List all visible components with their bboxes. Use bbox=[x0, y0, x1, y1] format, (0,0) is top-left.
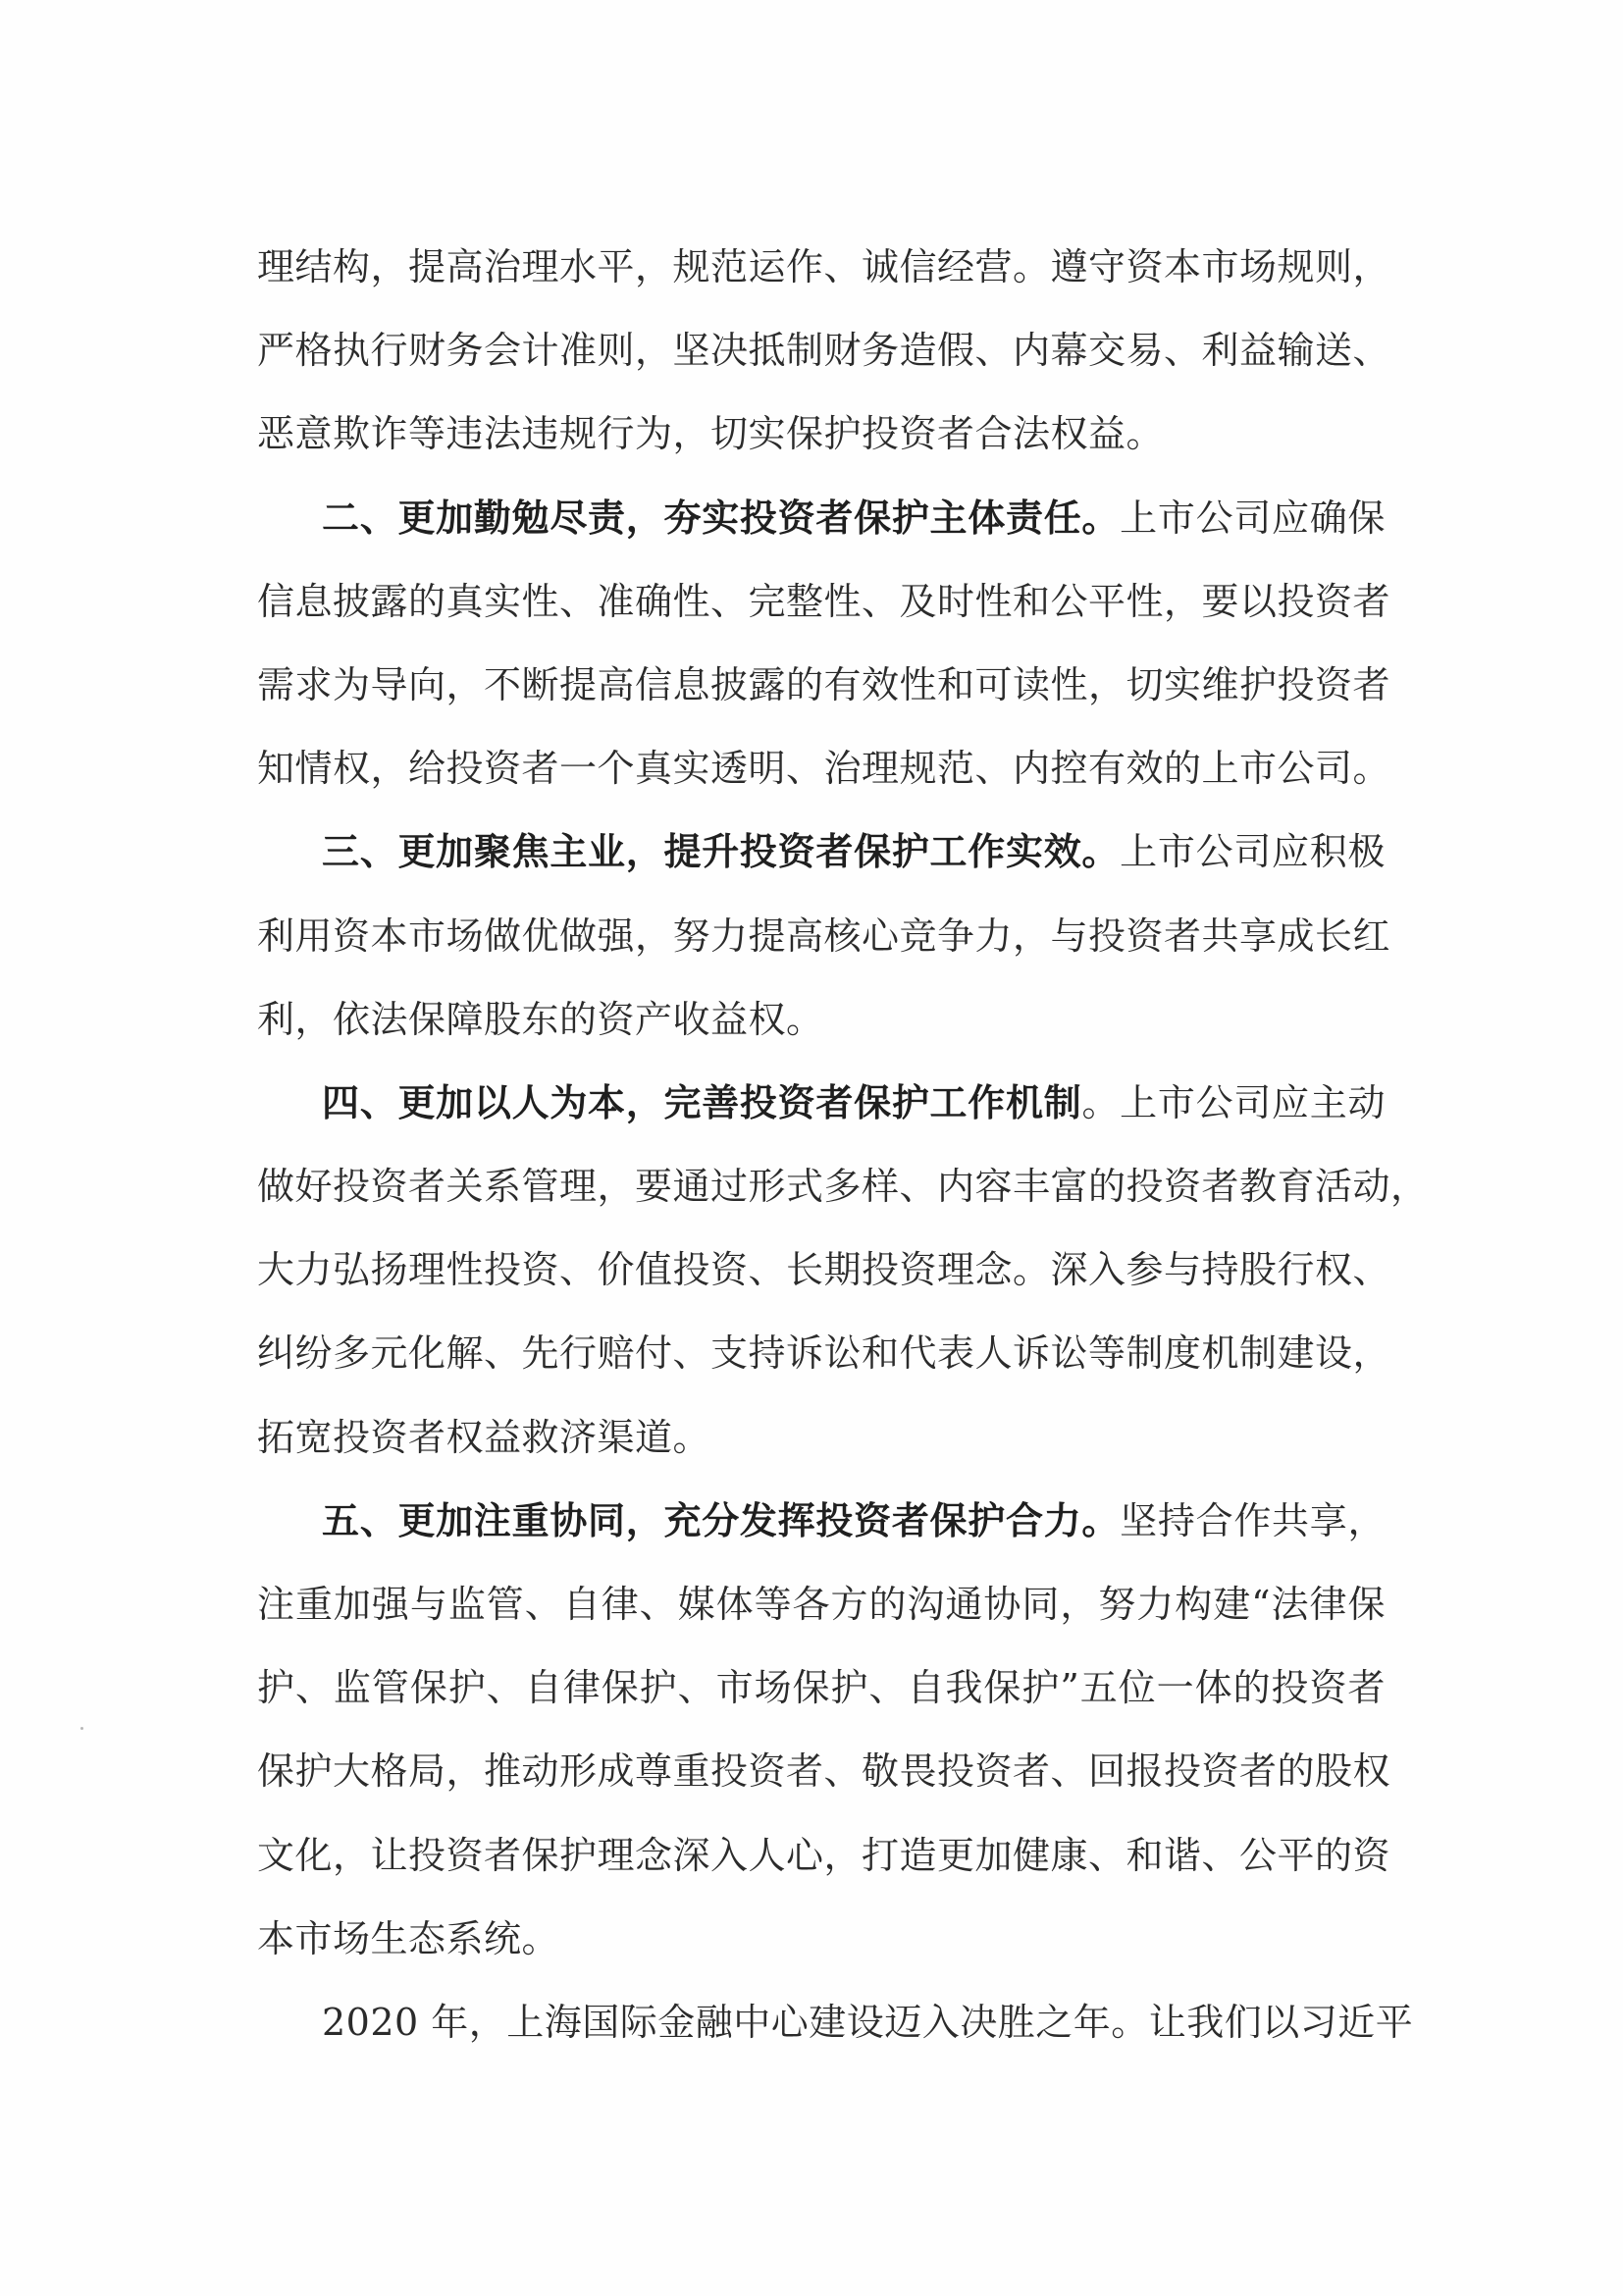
text-line: 理结构，提高治理水平，规范运作、诚信经营。遵守资本市场规则， bbox=[257, 245, 1391, 288]
text-line: 文化，让投资者保护理念深入人心，打造更加健康、和谐、公平的资 bbox=[257, 1833, 1391, 1877]
paragraph-point-three bbox=[257, 810, 1391, 1062]
text-line: 知情权，给投资者一个真实透明、治理规范、内控有效的上市公司。 bbox=[257, 747, 1391, 791]
text-line: 恶意欺诈等违法违规行为，切实保护投资者合法权益。 bbox=[257, 412, 1165, 456]
heading-continuation: 上市公司应确保 bbox=[1120, 496, 1386, 540]
text-line bbox=[257, 1480, 1386, 1563]
paragraph-closing bbox=[257, 1981, 1414, 2064]
bold-heading: 二、更加勤勉尽责，夯实投资者保护主体责任。 bbox=[322, 496, 1121, 540]
bold-heading: 四、更加以人为本，完善投资者保护工作机制 bbox=[322, 1080, 1082, 1124]
text-line: 做好投资者关系管理，要通过形式多样、内容丰富的投资者教育活动， bbox=[257, 1165, 1429, 1209]
text-line: 利用资本市场做优做强，努力提高核心竞争力，与投资者共享成长红 bbox=[257, 913, 1391, 958]
text-line: 严格执行财务会计准则，坚决抵制财务造假、内幕交易、利益输送、 bbox=[257, 329, 1391, 373]
text-line: 需求为导向，不断提高信息披露的有效性和可读性，切实维护投资者 bbox=[257, 662, 1391, 706]
text-line: 2020 年，上海国际金融中心建设迈入决胜之年。让我们以习近平 bbox=[322, 2000, 1414, 2044]
bold-heading: 五、更加注重协同，充分发挥投资者保护合力。 bbox=[322, 1498, 1121, 1542]
text-line: 纠纷多元化解、先行赔付、支持诉讼和代表人诉讼等制度机制建设， bbox=[257, 1331, 1391, 1376]
text-line bbox=[257, 810, 1386, 894]
text-line: 保护大格局，推动形成尊重投资者、敬畏投资者、回报投资者的股权 bbox=[257, 1749, 1391, 1794]
heading-continuation: 上市公司应积极 bbox=[1120, 830, 1386, 874]
scan-speck bbox=[80, 1727, 83, 1730]
text-line: 本市场生态系统。 bbox=[257, 1916, 560, 1960]
text-line bbox=[257, 1062, 1386, 1145]
document-body bbox=[257, 226, 1429, 2064]
text-line: 信息披露的真实性、准确性、完整性、及时性和公平性，要以投资者 bbox=[257, 579, 1391, 623]
paragraph-point-five bbox=[257, 1480, 1391, 1981]
text-line: 拓宽投资者权益救济渠道。 bbox=[257, 1415, 711, 1459]
heading-continuation: 坚持合作共享， bbox=[1120, 1498, 1386, 1542]
paragraph-point-four bbox=[257, 1062, 1429, 1480]
text-line: 注重加强与监管、自律、媒体等各方的沟通协同，努力构建“法律保 bbox=[257, 1583, 1386, 1626]
paragraph-point-two bbox=[257, 477, 1391, 811]
text-line bbox=[257, 477, 1386, 560]
text-line: 大力弘扬理性投资、价值投资、长期投资理念。深入参与持股行权、 bbox=[257, 1248, 1391, 1292]
bold-heading: 三、更加聚焦主业，提升投资者保护工作实效。 bbox=[322, 830, 1121, 874]
text-line: 护、监管保护、自律保护、市场保护、自我保护”五位一体的投资者 bbox=[257, 1666, 1386, 1710]
paragraph-governance bbox=[257, 226, 1391, 477]
text-line: 利，依法保障股东的资产收益权。 bbox=[257, 997, 824, 1041]
heading-continuation: 。上市公司应主动 bbox=[1081, 1080, 1386, 1124]
